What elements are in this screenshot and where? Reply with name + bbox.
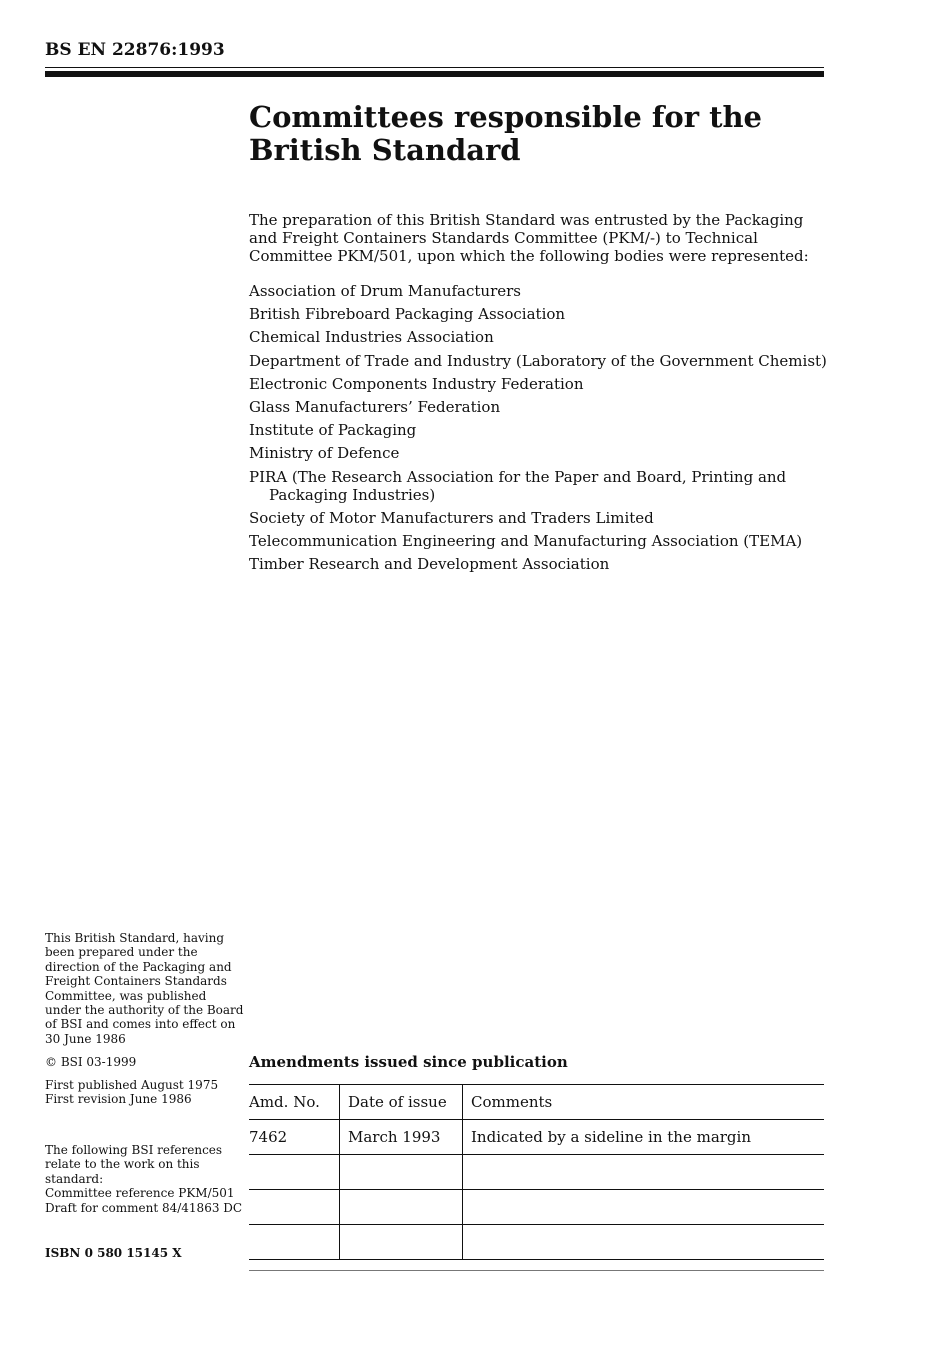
- page-title: Committees responsible for the British Standard: [249, 100, 762, 167]
- bsi-references: [45, 1143, 245, 1215]
- comments-cell: Indicated by a sideline in the margin: [463, 1120, 825, 1155]
- date-of-issue-cell: [340, 1155, 463, 1190]
- body-item: PIRA (The Research Association for the Paper and Board, Printing and Packaging Industries): [249, 467, 787, 504]
- body-item: British Fibreboard Packaging Association: [249, 305, 566, 324]
- isbn: ISBN 0 580 15145 X: [45, 1246, 182, 1260]
- authority-note: This British Standard, having been prepared under the direction of the Packaging and Freight Containers Standards Committee, was published under the authority of the Board of BSI and comes into effect on 30 June 1986: [45, 931, 244, 1046]
- body-item: Electronic Components Industry Federation: [249, 374, 584, 393]
- committee-reference: Committee reference PKM/501: [45, 1186, 235, 1201]
- header-rule-thin: [45, 67, 824, 68]
- body-item: Glass Manufacturers’ Federation: [249, 397, 501, 416]
- column-header-comments: Comments: [463, 1085, 825, 1120]
- amd-no-cell: [249, 1155, 340, 1190]
- table-row: [249, 1120, 824, 1155]
- copyright-notice: © BSI 03-1999: [45, 1055, 137, 1070]
- comments-cell: [463, 1225, 825, 1260]
- represented-bodies-list: [249, 282, 829, 578]
- table-row: [249, 1155, 824, 1190]
- first-published: First published August 1975: [45, 1077, 219, 1092]
- date-of-issue-cell: [340, 1190, 463, 1225]
- body-item: Ministry of Defence: [249, 444, 400, 463]
- standard-id: BS EN 22876:1993: [45, 40, 225, 60]
- table-header-row: [249, 1085, 824, 1120]
- comments-cell: [463, 1155, 825, 1190]
- date-of-issue-cell: [340, 1225, 463, 1260]
- body-item: Telecommunication Engineering and Manufacturing Association (TEMA): [249, 531, 803, 550]
- body-item: Department of Trade and Industry (Laboratory of the Government Chemist): [249, 351, 827, 370]
- column-header-amd-no: Amd. No.: [249, 1085, 340, 1120]
- table-row: [249, 1225, 824, 1260]
- first-revision: First revision June 1986: [45, 1092, 192, 1107]
- references-intro: The following BSI references relate to the work on this standard:: [45, 1143, 223, 1186]
- header-rule-thick: [45, 71, 824, 77]
- amendments-title: Amendments issued since publication: [249, 1053, 568, 1071]
- amd-no-cell: [249, 1190, 340, 1225]
- footer-rule: [249, 1270, 824, 1271]
- publication-sidebar: [45, 931, 245, 1106]
- amd-no-cell: [249, 1225, 340, 1260]
- body-item: Association of Drum Manufacturers: [249, 282, 522, 300]
- body-item: Institute of Packaging: [249, 421, 417, 440]
- amd-no-cell: 7462: [249, 1120, 340, 1155]
- column-header-date-of-issue: Date of issue: [340, 1085, 463, 1120]
- amendments-table: [249, 1084, 824, 1260]
- date-of-issue-cell: March 1993: [340, 1120, 463, 1155]
- body-item: Timber Research and Development Association: [249, 555, 610, 574]
- draft-reference: Draft for comment 84/41863 DC: [45, 1200, 243, 1215]
- comments-cell: [463, 1190, 825, 1225]
- table-row: [249, 1190, 824, 1225]
- intro-paragraph: The preparation of this British Standard was entrusted by the Packaging and Freight Containers Standards Committee (PKM/-) to Technical Committee PKM/501, upon which the following bodies were represented:: [249, 211, 809, 265]
- body-item: Society of Motor Manufacturers and Traders Limited: [249, 508, 654, 527]
- body-item: Chemical Industries Association: [249, 328, 494, 347]
